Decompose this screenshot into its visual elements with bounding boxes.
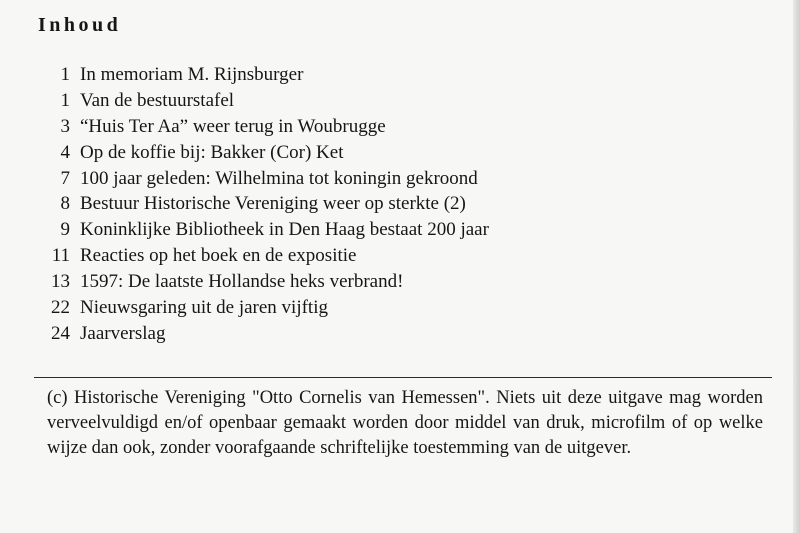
toc-title: 100 jaar geleden: Wilhelmina tot koningin gekroond bbox=[80, 167, 478, 189]
toc-entry bbox=[30, 168, 489, 194]
toc-entry bbox=[30, 297, 489, 323]
toc-entry bbox=[30, 271, 489, 297]
toc-entry bbox=[30, 142, 489, 168]
toc-title: Bestuur Historische Vereniging weer op sterkte (2) bbox=[80, 193, 466, 215]
toc-page-number: 24 bbox=[51, 322, 70, 344]
toc-title: Nieuwsgaring uit de jaren vijftig bbox=[80, 297, 328, 319]
scan-edge-shadow bbox=[793, 0, 800, 533]
toc-title: “Huis Ter Aa” weer terug in Woubrugge bbox=[80, 115, 386, 137]
toc-page-number: 9 bbox=[60, 219, 70, 241]
toc-page-number: 11 bbox=[51, 245, 70, 267]
toc-title: Op de koffie bij: Bakker (Cor) Ket bbox=[80, 141, 344, 163]
toc-page-number: 1 bbox=[60, 89, 70, 111]
page-title: Inhoud bbox=[38, 14, 122, 36]
toc-page-number: 13 bbox=[51, 271, 70, 293]
toc-title: 1597: De laatste Hollandse heks verbrand! bbox=[80, 271, 404, 293]
toc-entry bbox=[30, 323, 489, 349]
toc-title: In memoriam M. Rijnsburger bbox=[80, 64, 304, 85]
toc-page-number: 3 bbox=[60, 115, 70, 137]
toc-title: Koninklijke Bibliotheek in Den Haag bestaat 200 jaar bbox=[80, 219, 489, 241]
toc-entry bbox=[30, 193, 489, 219]
toc-title: Reacties op het boek en de expositie bbox=[80, 245, 357, 267]
toc-entry bbox=[30, 116, 489, 142]
copyright-notice: (c) Historische Vereniging "Otto Cornelis van Hemessen". Niets uit deze uitgave mag worden verveelvuldigd en/of openbaar gemaakt worden door middel van druk, microfilm of op welke wijze dan ook, zonder voorafgaande schriftelijke toestemming van de uitgever. bbox=[47, 388, 763, 458]
toc-entry bbox=[30, 245, 489, 271]
toc-entry bbox=[30, 219, 489, 245]
table-of-contents bbox=[30, 64, 489, 349]
toc-entry bbox=[30, 64, 489, 90]
toc-page-number: 7 bbox=[60, 167, 70, 189]
toc-entry bbox=[30, 90, 489, 116]
toc-title: Jaarverslag bbox=[80, 322, 166, 344]
toc-page-number: 8 bbox=[60, 193, 70, 215]
section-divider bbox=[34, 377, 772, 378]
toc-page-number: 1 bbox=[60, 64, 70, 85]
toc-page-number: 4 bbox=[60, 141, 70, 163]
toc-page-number: 22 bbox=[51, 297, 70, 319]
toc-title: Van de bestuurstafel bbox=[80, 89, 235, 111]
